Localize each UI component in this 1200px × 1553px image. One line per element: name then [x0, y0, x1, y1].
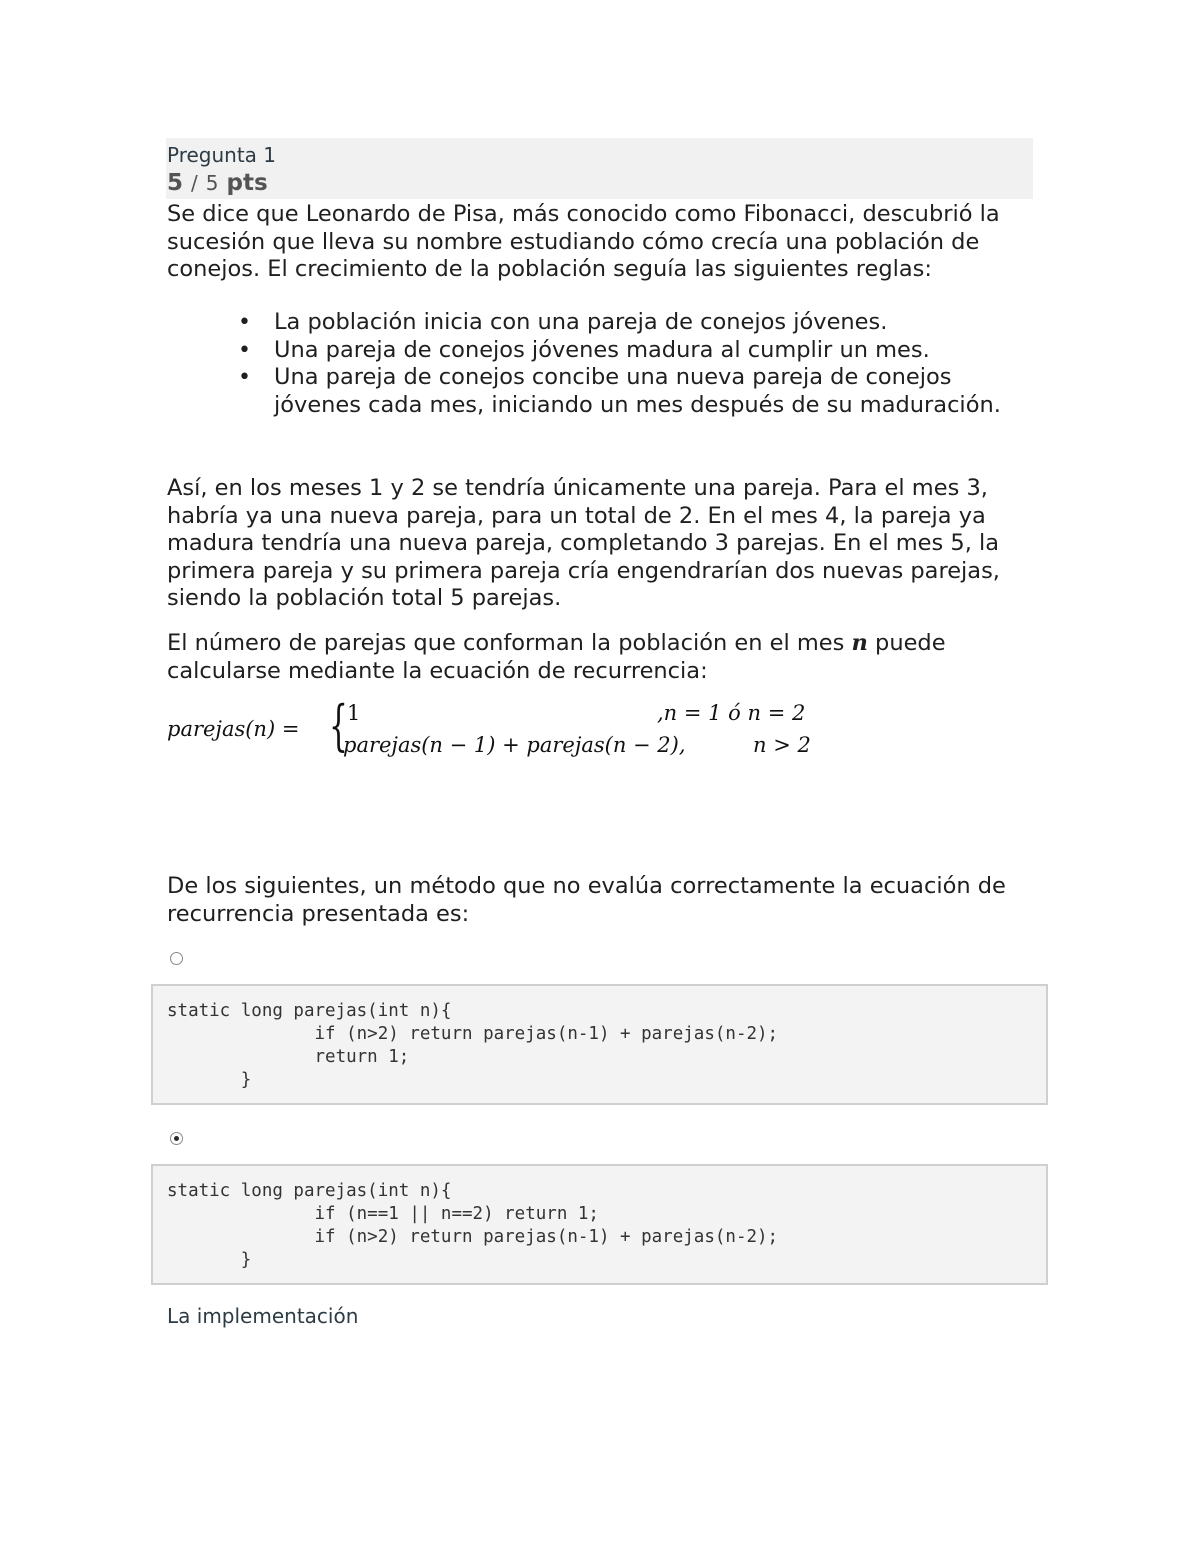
question-title: Pregunta 1 — [167, 143, 277, 167]
formula-lhs: parejas(n) = — [167, 717, 300, 741]
list-item: • La población inicia con una pareja de conejos jóvenes. — [238, 309, 888, 335]
formula-case1-condition: ,n = 1 ó n = 2 — [657, 701, 806, 725]
formula-case2-condition: n > 2 — [753, 733, 811, 757]
option-1-code: static long parejas(int n){ if (n>2) return parejas(n-1) + parejas(n-2); return 1; } — [167, 1001, 779, 1090]
bullet-icon: • — [238, 310, 251, 335]
recurrence-intro: El número de parejas que conforman la población en el mes n puede calcularse mediante la ecuación de recurrencia: — [167, 630, 946, 684]
question-prompt: De los siguientes, un método que no evalúa correctamente la ecuación de recurrencia presentada es: — [167, 873, 1006, 927]
score-total: 5 — [205, 171, 219, 195]
score-separator: / — [191, 171, 198, 195]
option-1-code-box — [151, 984, 1048, 1105]
option-2-radio[interactable] — [170, 1132, 183, 1145]
formula-case2-value: parejas(n − 1) + parejas(n − 2), — [343, 733, 686, 757]
bullet-icon: • — [238, 337, 251, 363]
question-score — [167, 170, 268, 196]
recurrence-formula — [167, 694, 827, 762]
example-paragraph: Así, en los meses 1 y 2 se tendría únicamente una pareja. Para el mes 3, habría ya una nueva pareja, para un total de 2. En el mes 4, la pareja ya madura tendría una nueva pareja, completando 3 parejas. En el mes 5, la primera pareja y su primera pareja cría engendrarían dos nuevas parejas, siendo la población total 5 parejas. — [167, 475, 1000, 611]
feedback-text: La implementación — [167, 1304, 359, 1328]
formula-case1-value: 1 — [347, 701, 361, 725]
option-2-code-box — [151, 1164, 1048, 1285]
rules-list — [238, 309, 1018, 419]
formula-brace: { — [329, 694, 348, 757]
list-item: • Una pareja de conejos jóvenes madura al cumplir un mes. — [238, 336, 930, 363]
question-intro: Se dice que Leonardo de Pisa, más conocido como Fibonacci, descubrió la sucesión que lleva su nombre estudiando cómo crecía una población de conejos. El crecimiento de la población seguía las siguientes reglas: — [167, 201, 1000, 282]
list-item: • Una pareja de conejos concibe una nueva pareja de conejos jóvenes cada mes, iniciando un mes después de su maduración. — [238, 364, 1001, 418]
score-earned: 5 — [167, 170, 184, 196]
bullet-icon: • — [238, 365, 251, 390]
option-2-code: static long parejas(int n){ if (n==1 || n==2) return 1; if (n>2) return parejas(n-1) + parejas(n-2); } — [167, 1181, 779, 1270]
question-header — [166, 138, 1033, 199]
score-unit: pts — [226, 170, 268, 196]
variable-n: n — [851, 630, 868, 656]
option-1-radio[interactable] — [170, 952, 183, 965]
